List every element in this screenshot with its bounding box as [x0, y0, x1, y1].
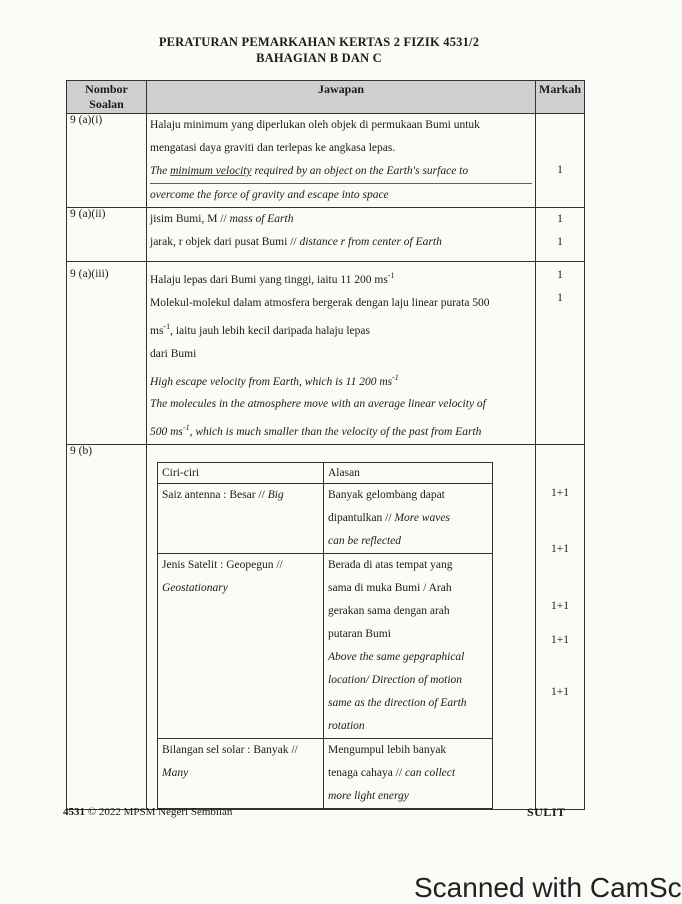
answer-line-english [150, 366, 532, 394]
mark-value: 1+1 [551, 686, 569, 699]
feature-line: Geostationary [162, 582, 228, 595]
footer-left [63, 806, 232, 818]
text-span: Big [267, 489, 284, 502]
answer-cell [147, 114, 536, 208]
text-span: High escape velocity from Earth, which is 11 200 ms [150, 375, 393, 388]
text-span: The [150, 165, 171, 177]
text-span: Saiz antenna : Besar // [162, 489, 268, 502]
reason-line: Berada di atas tempat yang [328, 559, 453, 572]
text-span: tenaga cahaya // [328, 767, 405, 780]
reason-cell [324, 554, 493, 739]
subject-code: 4531 [63, 806, 85, 818]
underlined-term: minimum velocity [170, 165, 252, 177]
marking-scheme-table [66, 80, 585, 810]
answer-line: mengatasi daya graviti dan terlepas ke angkasa lepas. [150, 142, 396, 154]
text-span: mass of Earth [229, 213, 294, 225]
superscript: -1 [392, 372, 399, 382]
mark-value: 1 [557, 213, 563, 225]
text-span: 500 ms [150, 426, 183, 439]
table-row-9aii [67, 208, 585, 262]
superscript: -1 [163, 321, 171, 331]
inner-header-reason: Alasan [324, 463, 493, 484]
document-title: PERATURAN PEMARKAHAN KERTAS 2 FIZIK 4531/2 [158, 35, 480, 49]
marks-cell [536, 262, 585, 445]
reason-cell [324, 484, 493, 554]
text-span: jisim Bumi, M // [150, 213, 230, 225]
answer-line: dari Bumi [150, 347, 197, 360]
mark-value: 1 [557, 292, 563, 304]
text-span: Halaju lepas dari Bumi yang tinggi, iaitu 11 200 ms [150, 273, 388, 286]
reason-line [328, 762, 488, 785]
reason-line [328, 507, 488, 530]
marks-cell [536, 208, 585, 262]
text-span: jarak, r objek dari pusat Bumi // [150, 236, 300, 248]
reason-line: Banyak gelombang dapat [328, 489, 445, 502]
marks-cell [536, 114, 585, 208]
feature-reason-table [157, 462, 493, 809]
text-span: can collect [404, 767, 456, 780]
feature-line: Many [162, 767, 189, 780]
reason-line: can be reflected [328, 535, 402, 548]
header-marks: Markah [536, 81, 585, 114]
answer-line [150, 315, 532, 343]
header-question-number: Nombor Soalan [67, 81, 147, 114]
mark-value: 1+1 [551, 600, 569, 613]
answer-line [150, 208, 532, 231]
text-span: distance r from center of Earth [299, 236, 442, 248]
reason-line: same as the direction of Earth [328, 697, 467, 710]
text-span: dipantulkan // [328, 512, 395, 525]
mark-value: 1 [557, 269, 563, 281]
text-span: , which is much smaller than the velocity of the past from Earth [189, 426, 482, 439]
inner-row [158, 739, 493, 809]
table-row-9ai [67, 114, 585, 208]
marks-cell [536, 445, 585, 810]
header-answer: Jawapan [147, 81, 536, 114]
question-number: 9 (a)(i) [67, 114, 147, 208]
feature-cell [158, 484, 324, 554]
superscript: -1 [182, 423, 190, 433]
superscript: -1 [387, 271, 395, 280]
table-row-9aiii [67, 262, 585, 445]
inner-row [158, 484, 493, 554]
answer-line-english: The molecules in the atmosphere move with an average linear velocity of [150, 398, 486, 411]
table-row-9b [67, 445, 585, 810]
text-span: , iaitu jauh lebih kecil daripada halaju lepas [170, 324, 370, 337]
text-span: required by an object on the Earth's surface to [251, 165, 469, 177]
document-subtitle: BAHAGIAN B DAN C [256, 51, 382, 65]
answer-line: Halaju minimum yang diperlukan oleh objek di permukaan Bumi untuk [150, 119, 480, 131]
table-header-row [67, 81, 585, 114]
copyright-text: © 2022 MPSM Negeri Sembilan [87, 806, 233, 818]
inner-header-row [158, 463, 493, 484]
reason-line: Above the same gepgraphical [328, 651, 465, 664]
reason-line: gerakan sama dengan arah [328, 605, 450, 618]
reason-line: Mengumpul lebih banyak [328, 744, 447, 757]
text-span: More waves [394, 512, 450, 525]
mark-value: 1+1 [551, 543, 569, 556]
mark-value: 1 [557, 236, 563, 248]
mark-value: 1 [557, 164, 563, 176]
reason-line: rotation [328, 720, 365, 733]
question-number: 9 (a)(iii) [67, 262, 147, 445]
reason-cell [324, 739, 493, 809]
answer-cell [147, 262, 536, 445]
reason-line: sama di muka Bumi / Arah [328, 582, 452, 595]
feature-line: Jenis Satelit : Geopegun // [162, 559, 283, 572]
feature-cell [158, 739, 324, 809]
mark-value: 1+1 [551, 634, 569, 647]
answer-line-english [150, 160, 532, 183]
question-number: 9 (b) [67, 445, 147, 810]
reason-line: putaran Bumi [328, 628, 391, 641]
answer-cell [147, 208, 536, 262]
feature-cell [158, 554, 324, 739]
question-number: 9 (a)(ii) [67, 208, 147, 262]
inner-row [158, 554, 493, 739]
reason-line: location/ Direction of motion [328, 674, 463, 687]
reason-line: more light energy [328, 790, 409, 803]
feature-line: Bilangan sel solar : Banyak // [162, 744, 298, 757]
mark-value: 1+1 [551, 487, 569, 500]
answer-line: Molekul-molekul dalam atmosfera bergerak dengan laju linear purata 500 [150, 296, 490, 309]
answer-line-english: overcome the force of gravity and escape into space [150, 183, 532, 207]
scanner-watermark: Scanned with CamSc [414, 872, 682, 903]
answer-line [150, 231, 532, 254]
answer-cell [147, 445, 536, 810]
footer-status: SULIT [527, 805, 566, 819]
inner-header-feature: Ciri-ciri [158, 463, 324, 484]
answer-line [150, 264, 532, 292]
text-span: ms [150, 324, 164, 337]
answer-line-english [150, 416, 532, 444]
